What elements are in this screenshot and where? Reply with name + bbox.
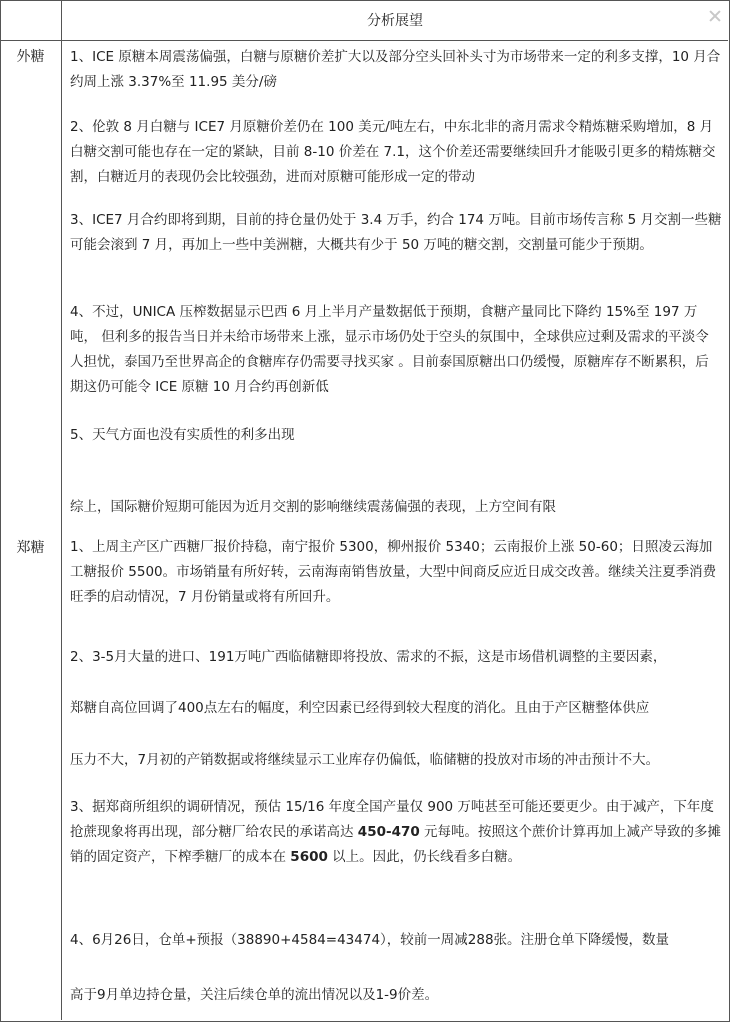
category-zhengzhou-sugar: 郑糖: [16, 540, 45, 556]
zheng-point-3-text-c: 以上。因此，仍长线看多白糖。: [327, 849, 522, 865]
foreign-point-1: 1、ICE 原糖本周震荡偏强，白糖与原糖价差扩大以及部分空头回补头寸为市场带来一定的利多支撑，10 月合约周上涨 3.37%至 11.95 美分/磅: [70, 49, 721, 90]
zheng-point-3: [70, 795, 722, 870]
zheng-point-2-line-2: 郑糖自高位回调了400点左右的幅度，利空因素已经得到较大程度的消化。且由于产区糖整体供应: [70, 700, 650, 716]
zheng-point-2-line-1: 2、3-5月大量的进口、191万吨广西临储糖即将投放、需求的不振，这是市场借机调整的主要因素，: [70, 649, 667, 665]
header-title: 分析展望: [367, 13, 423, 29]
zheng-point-3-text-a: 3、据郑商所组织的调研情况，预估 15/16 年度全国产量仅 900 万吨甚至可能还要更少。由于减产，下年度抢蔗现象将再出现，部分糖厂给农民的承诺高达: [70, 799, 714, 840]
zheng-point-2-line-3: 压力不大，7月初的产销数据或将继续显示工业库存仍偏低，临储糖的投放对市场的冲击预计不大。: [70, 752, 660, 768]
zheng-point-4-line-1: 4、6月26日，仓单+预报（38890+4584=43474），较前一周减288张。注册仓单下降缓慢，数量: [70, 932, 670, 948]
zheng-point-3-text-b: 元每吨。按照这个蔗价计算再加上减产导致的多摊销的固定资产，下榨季糖厂的成本在: [70, 824, 722, 865]
foreign-point-3: 3、ICE7 月合约即将到期，目前的持仓量仍处于 3.4 万手，约合 174 万吨。目前市场传言称 5 月交割一些糖可能会滚到 7 月，再加上一些中美洲糖，大概共有少于 50 万吨的糖交割，交割量可能少于预期。: [70, 212, 722, 253]
column-divider: [61, 0, 62, 1020]
category-foreign-sugar: 外糖: [16, 49, 45, 65]
foreign-point-4: 4、不过，UNICA 压榨数据显示巴西 6 月上半月产量数据低于预期，食糖产量同比下降约 15%至 197 万吨， 但利多的报告当日并未给市场带来上涨，显示市场仍处于空头的氛围中，全球供应过剩及需求的平淡令人担忧，泰国乃至世界高企的食糖库存仍需要寻找买家 。目前泰国原糖出口仍缓慢，原糖库存不断累积，后期这仍可能令 ICE 原糖 10 月合约再创新低: [70, 304, 709, 395]
foreign-summary: 综上，国际糖价短期可能因为近月交割的影响继续震荡偏强的表现，上方空间有限: [70, 499, 556, 515]
header-divider: [0, 40, 728, 41]
close-icon[interactable]: [708, 9, 722, 23]
table-header: [62, 0, 728, 40]
foreign-point-2: 2、伦敦 8 月白糖与 ICE7 月原糖价差仍在 100 美元/吨左右，中东北非的斋月需求令精炼糖采购增加，8 月白糖交割可能也存在一定的紧缺，目前 8-10 价差在 7.1，这个价差还需要继续回升才能吸引更多的精炼糖交割，白糖近月的表现仍会比较强劲，进而对原糖可能形成一定的带动: [70, 119, 716, 185]
zheng-point-3-price-range: 450-470: [357, 824, 420, 840]
zheng-point-4-line-2: 高于9月单边持仓量，关注后续仓单的流出情况以及1-9价差。: [70, 987, 439, 1003]
zheng-point-3-cost: 5600: [290, 849, 328, 865]
foreign-point-5: 5、天气方面也没有实质性的利多出现: [70, 427, 295, 443]
zheng-point-1: 1、上周主产区广西糖厂报价持稳，南宁报价 5300，柳州报价 5340；云南报价上涨 50-60；日照凌云海加工糖报价 5500。市场销量有所好转，云南海南销售放量，大型中间商反应近日成交改善。继续关注夏季消费旺季的启动情况，7 月份销量或将有所回升。: [70, 539, 717, 605]
